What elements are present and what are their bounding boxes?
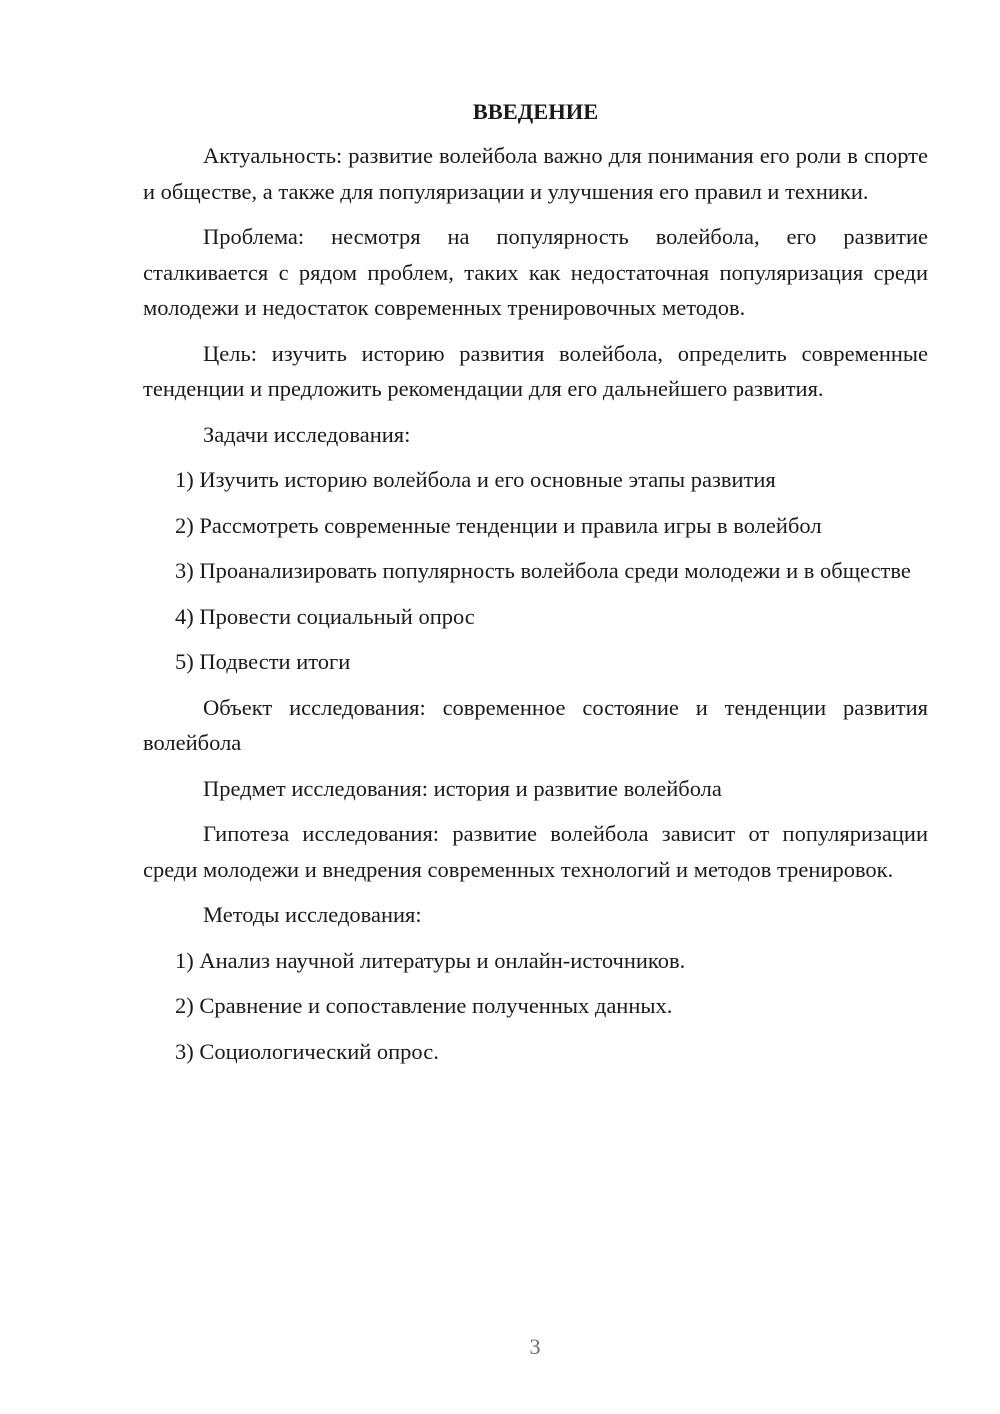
list-item: 4) Провести социальный опрос bbox=[175, 603, 475, 629]
problem-paragraph: Проблема: несмотря на популярность волейбола, его развитие сталкивается с рядом проблем, таких как недостаточная популяризация среди молодежи и недостаток современных тренировочных методов. bbox=[143, 224, 928, 320]
subject-paragraph: Предмет исследования: история и развитие волейбола bbox=[203, 775, 722, 801]
tasks-heading: Задачи исследования: bbox=[203, 421, 411, 447]
page-number: 3 bbox=[529, 1334, 541, 1359]
page-title: ВВЕДЕНИЕ bbox=[472, 99, 599, 124]
list-item: 3) Проанализировать популярность волейбола среди молодежи и в обществе bbox=[175, 558, 911, 583]
list-item: 1) Анализ научной литературы и онлайн-источников. bbox=[175, 947, 686, 973]
object-paragraph: Объект исследования: современное состояние и тенденции развития волейбола bbox=[143, 694, 928, 755]
methods-heading: Методы исследования: bbox=[203, 902, 422, 927]
goal-paragraph: Цель: изучить историю развития волейбола, определить современные тенденции и предложить рекомендации для его дальнейшего развития. bbox=[143, 340, 928, 401]
hypothesis-paragraph: Гипотеза исследования: развитие волейбола зависит от популяризации среди молодежи и внедрения современных технологий и методов тренировок. bbox=[143, 821, 928, 882]
list-item: 2) Рассмотреть современные тенденции и правила игры в волейбол bbox=[175, 512, 822, 538]
list-item: 2) Сравнение и сопоставление полученных данных. bbox=[175, 993, 673, 1018]
tasks-list bbox=[143, 462, 928, 680]
list-item: 5) Подвести итоги bbox=[175, 649, 351, 674]
methods-list bbox=[143, 943, 928, 1070]
list-item: 3) Социологический опрос. bbox=[175, 1038, 439, 1064]
list-item: 1) Изучить историю волейбола и его основные этапы развития bbox=[175, 467, 776, 492]
document-body bbox=[143, 96, 928, 1079]
relevance-paragraph: Актуальность: развитие волейбола важно для понимания его роли в спорте и обществе, а также для популяризации и улучшения его правил и техники. bbox=[143, 143, 928, 204]
